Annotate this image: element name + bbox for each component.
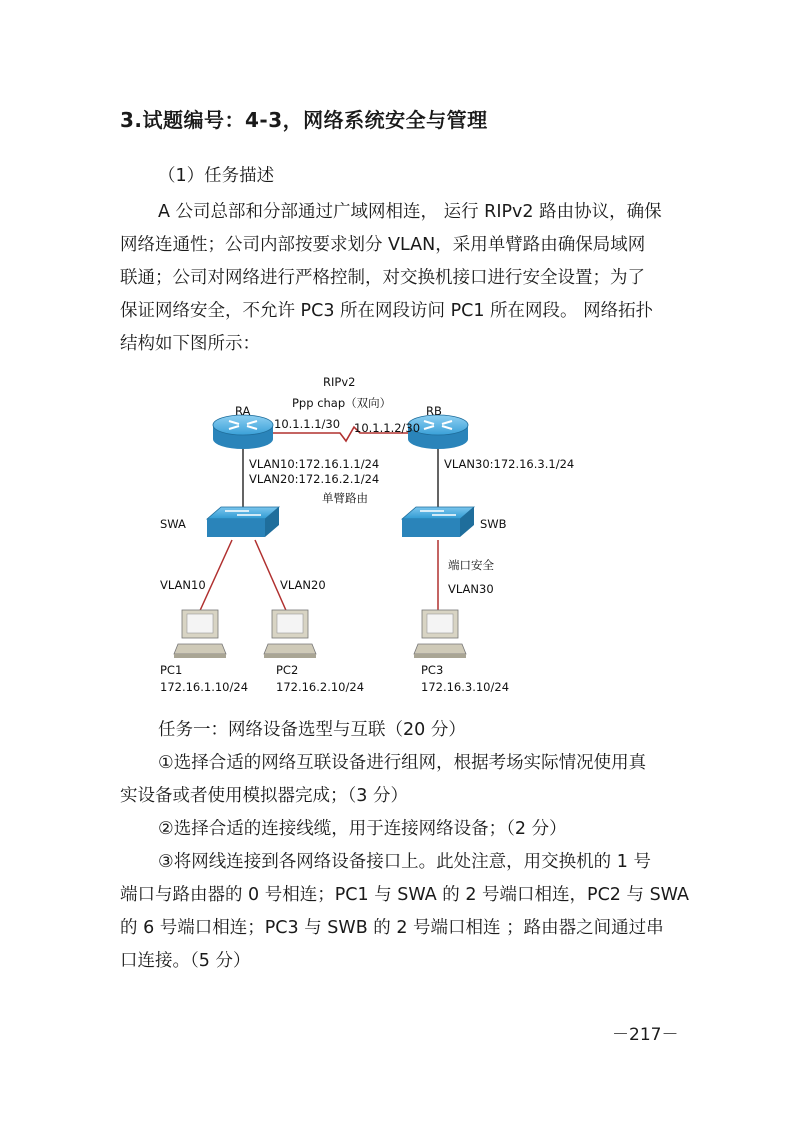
task-description [120,196,680,361]
task-line: 口连接。（5 分） [120,951,251,971]
pc1-ip: 172.16.1.10/24 [160,680,249,694]
pc2-ip: 172.16.2.10/24 [276,680,365,694]
pc3-name: PC3 [421,663,444,677]
router-ra-icon [213,415,273,449]
ppp-label: Ppp chap（双向） [292,396,392,410]
ra-vlan10-ip: VLAN10:172.16.1.1/24 [249,457,380,471]
description-line: 结构如下图所示： [120,334,260,354]
ra-wan-ip: 10.1.1.1/30 [274,417,341,431]
rip-label: RIPv2 [323,375,356,389]
task-line: 的 6 号端口相连；PC3 与 SWB 的 2 号端口相连 ；路由器之间通过串 [120,918,664,938]
rb-wan-ip: 10.1.1.2/30 [354,421,421,435]
description-line: 保证网络安全，不允许 PC3 所在网段访问 PC1 所在网段。 网络拓扑 [120,301,654,321]
task-line: ①选择合适的网络互联设备进行组网，根据考场实际情况使用真 [158,753,647,773]
port-security-label: 端口安全 [448,558,494,572]
ra-name: RA [235,404,251,418]
pc2-icon [264,610,316,658]
page-number: －217－ [612,1025,679,1045]
pc3-ip: 172.16.3.10/24 [421,680,510,694]
pc2-name: PC2 [276,663,299,677]
description-line: A 公司总部和分部通过广域网相连， 运行 RIPv2 路由协议，确保 [158,202,662,222]
rb-name: RB [426,404,442,418]
single-arm-label: 单臂路由 [322,491,368,505]
task-line: ③将网线连接到各网络设备接口上。此处注意，用交换机的 1 号 [158,852,651,872]
swa-name: SWA [160,517,186,531]
pc1-name: PC1 [160,663,183,677]
task-line: ②选择合适的连接线缆，用于连接网络设备；（2 分） [158,819,567,839]
task-line: 实设备或者使用模拟器完成；（3 分） [120,786,408,806]
link-vlan20-label: VLAN20 [280,578,326,592]
page-title: 3.试题编号：4-3，网络系统安全与管理 [120,108,488,132]
network-topology-diagram [140,365,580,705]
task-heading: 任务一：网络设备选型与互联（20 分） [158,720,466,740]
swb-name: SWB [480,517,507,531]
task-list [120,714,689,978]
rb-vlan30-ip: VLAN30:172.16.3.1/24 [444,457,575,471]
switch-swb-icon [402,507,474,537]
switch-swa-icon [207,507,279,537]
topology-drawing [140,365,580,705]
pc1-icon [174,610,226,658]
pc3-icon [414,610,466,658]
section-heading: （1）任务描述 [158,166,275,186]
link-vlan30-label: VLAN30 [448,582,494,596]
description-line: 联通；公司对网络进行严格控制，对交换机接口进行安全设置；为了 [120,268,645,288]
task-line: 端口与路由器的 0 号相连；PC1 与 SWA 的 2 号端口相连，PC2 与 SWA [120,885,689,905]
description-line: 网络连通性；公司内部按要求划分 VLAN，采用单臂路由确保局域网 [120,235,646,255]
ra-vlan20-ip: VLAN20:172.16.2.1/24 [249,472,380,486]
link-vlan10-label: VLAN10 [160,578,206,592]
